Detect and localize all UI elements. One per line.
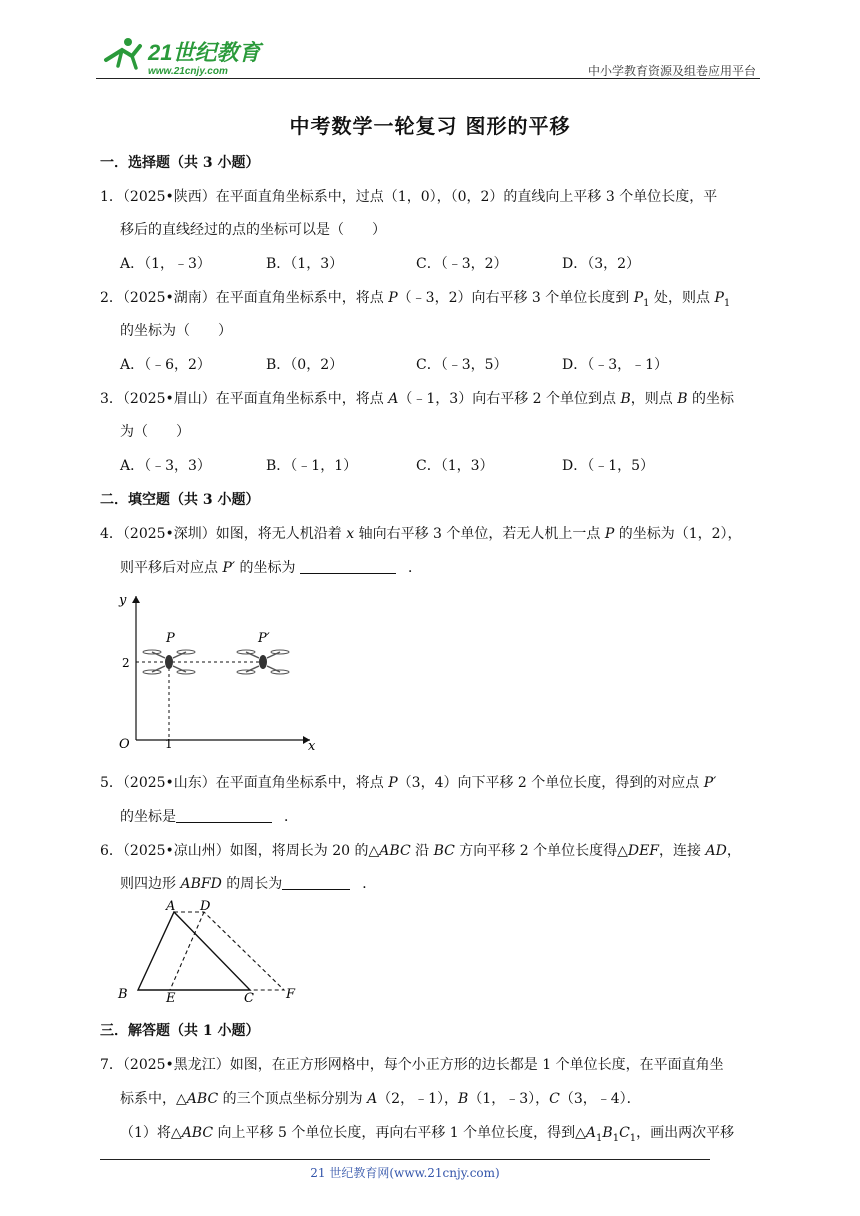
svg-text:21世纪教育: 21世纪教育	[148, 40, 261, 65]
svg-text:P′: P′	[258, 631, 270, 646]
svg-text:B: B	[118, 987, 128, 1002]
svg-text:2: 2	[122, 656, 130, 670]
q1-line1: 1．（2025•陕西）在平面直角坐标系中，过点（1，0），（0，2）的直线向上平移 3 个单位长度，平	[100, 189, 718, 205]
q5-line2: 的坐标是 ．	[120, 809, 298, 825]
q3-option-d: D．（﹣1，5）	[562, 458, 655, 474]
footer-link[interactable]: 21 世纪教育网(www.21cnjy.com)	[310, 1166, 500, 1180]
figure-triangle-translation	[112, 898, 312, 1004]
answer-blank[interactable]	[282, 875, 350, 890]
q2-line1: 2．（2025•湖南）在平面直角坐标系中，将点 P（﹣3，2）向右平移 3 个单位长度到 $P_1$ 处，则点 $P_1$	[100, 290, 731, 309]
svg-text:y: y	[119, 593, 127, 608]
q7-line3: （1）将△ABC 向上平移 5 个单位长度，再向右平移 1 个单位长度，得到$\triangle A_1B_1C_1$，画出两次平移	[120, 1125, 735, 1144]
q6-line2: 则四边形 ABFD 的周长为 ．	[120, 876, 377, 892]
svg-text:1: 1	[165, 737, 173, 751]
q1-option-c: C．（﹣3，2）	[416, 256, 508, 272]
q2-option-d: D．（﹣3，﹣1）	[562, 357, 669, 373]
answer-blank[interactable]	[300, 559, 396, 574]
svg-text:E: E	[166, 991, 176, 1004]
answer-blank[interactable]	[176, 808, 272, 823]
q4-line2: 则平移后对应点 P′ 的坐标为 ．	[120, 560, 422, 576]
page-header	[96, 30, 760, 80]
q4-line1: 4．（2025•深圳）如图，将无人机沿着 x 轴向右平移 3 个单位，若无人机上一点 P 的坐标为（1，2），	[100, 526, 742, 542]
svg-text:P: P	[166, 631, 175, 646]
svg-text:O: O	[119, 737, 130, 752]
svg-text:C: C	[244, 991, 254, 1004]
header-divider	[96, 78, 760, 79]
q1-option-d: D．（3，2）	[562, 256, 641, 272]
q7-line1: 7．（2025•黑龙江）如图，在正方形网格中，每个小正方形的边长都是 1 个单位长度，在平面直角坐	[100, 1057, 724, 1073]
svg-text:D: D	[200, 899, 211, 914]
q1-line2: 移后的直线经过的点的坐标可以是（ ）	[120, 222, 386, 238]
footer-divider	[100, 1159, 710, 1160]
section-heading-fill: 二．填空题（共 3 小题）	[100, 492, 260, 508]
svg-text:F: F	[286, 987, 296, 1002]
section-heading-choice: 一．选择题（共 3 小题）	[100, 155, 260, 171]
svg-text:www.21cnjy.com: www.21cnjy.com	[148, 66, 228, 77]
q1-option-a: A．（1，﹣3）	[120, 256, 211, 272]
q3-line2: 为（ ）	[120, 424, 190, 440]
svg-text:A: A	[166, 899, 176, 914]
svg-text:x: x	[308, 739, 316, 754]
q3-option-a: A．（﹣3，3）	[120, 458, 211, 474]
q3-option-c: C．（1，3）	[416, 458, 494, 474]
page-title: 中考数学一轮复习 图形的平移	[289, 114, 571, 138]
q3-line1: 3．（2025•眉山）在平面直角坐标系中，将点 A（﹣1，3）向右平移 2 个单位到点 B，则点 B 的坐标	[100, 391, 734, 407]
q1-option-b: B．（1，3）	[266, 256, 344, 272]
q6-line1: 6．（2025•凉山州）如图，将周长为 20 的△ABC 沿 BC 方向平移 2 个单位长度得△DEF，连接 AD，	[100, 843, 741, 859]
q2-option-a: A．（﹣6，2）	[120, 357, 211, 373]
platform-label: 中小学教育资源及组卷应用平台	[587, 64, 756, 78]
q2-line2: 的坐标为（ ）	[120, 323, 232, 339]
logo-21cnjy	[96, 30, 276, 78]
figure-drone-translation	[112, 588, 332, 754]
q5-line1: 5．（2025•山东）在平面直角坐标系中，将点 P（3，4）向下平移 2 个单位长度，得到的对应点 P′	[100, 775, 717, 791]
q2-option-b: B．（0，2）	[266, 357, 344, 373]
q3-option-b: B．（﹣1，1）	[266, 458, 358, 474]
section-heading-answer: 三．解答题（共 1 小题）	[100, 1023, 260, 1039]
q2-option-c: C．（﹣3，5）	[416, 357, 508, 373]
q7-line2: 标系中，△ABC 的三个顶点坐标分别为 A（2，﹣1），B（1，﹣3），C（3，﹣4）．	[120, 1091, 641, 1107]
